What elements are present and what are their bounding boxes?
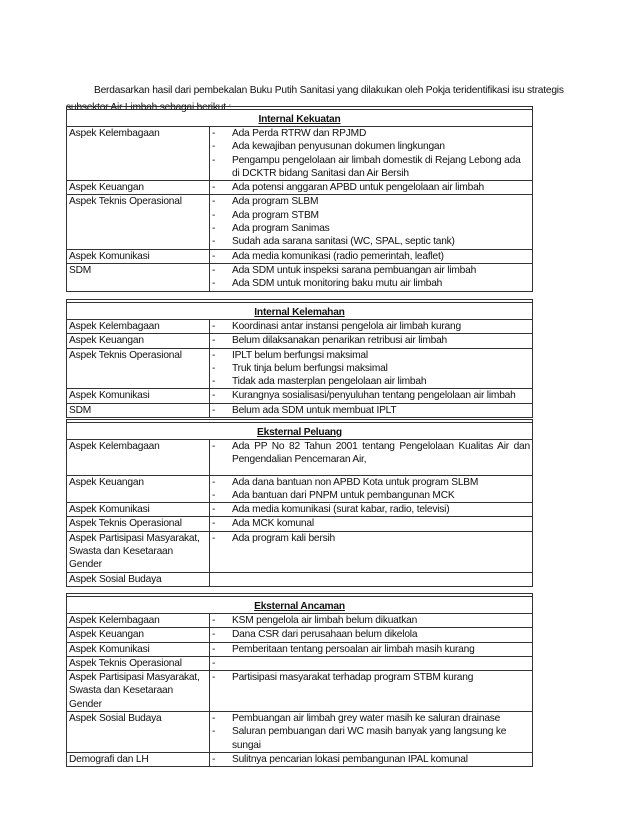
list-item — [212, 195, 530, 208]
intro-paragraph: Berdasarkan hasil dari pembekalan Buku Putih Sanitasi yang dilakukan oleh Pokja teridentifikasi isu strategis subsektor Air Limbah sebagai berikut : — [66, 85, 564, 114]
list-item-text: Ada program STBM — [232, 209, 319, 221]
dash-bullet: - — [212, 643, 216, 655]
list-item-text: KSM pengelola air limbah belum dikuatkan — [232, 615, 418, 626]
table-row — [67, 195, 533, 249]
table-row — [67, 671, 533, 712]
list-item-text: Pengampu pengelolaan air limbah domestik di Rejang Lebong ada di DCKTR bidang Sanitasi dan Air Bersih — [232, 154, 521, 179]
table-row — [67, 334, 533, 348]
table-row — [67, 181, 533, 195]
table-row — [67, 440, 533, 476]
items-cell — [210, 712, 533, 753]
dash-bullet: - — [212, 504, 216, 516]
aspect-cell: Aspek Keuangan — [67, 475, 210, 503]
table-row — [67, 127, 533, 181]
table-internal-kelemahan — [66, 299, 533, 418]
dash-bullet: - — [212, 264, 216, 276]
list-item — [212, 503, 530, 516]
dash-bullet: - — [212, 376, 216, 388]
list-item-text: Ada program kali bersih — [232, 532, 335, 544]
aspect-cell: Aspek Kelembagaan — [67, 614, 210, 628]
table-row — [67, 572, 533, 586]
list-item — [212, 671, 530, 684]
list-item — [212, 712, 530, 725]
table-row — [67, 389, 533, 403]
list-item-text: Ada dana bantuan non APBD Kota untuk program SLBM — [232, 476, 479, 488]
list-item-text — [232, 657, 530, 670]
list-item-text: Koordinasi antar instansi pengelola air limbah kurang — [232, 321, 461, 332]
dash-bullet: - — [212, 278, 216, 290]
list-item-text: Partisipasi masyarakat terhadap program STBM kurang — [232, 672, 474, 684]
dash-bullet: - — [212, 629, 216, 641]
table-internal-kekuatan — [66, 106, 533, 292]
list-item-text: Pemberitaan tentang persoalan air limbah masih kurang — [232, 643, 475, 655]
aspect-cell: Aspek Kelembagaan — [67, 127, 210, 181]
dash-bullet: - — [212, 349, 216, 361]
items-cell — [210, 628, 533, 642]
list-item — [212, 362, 530, 375]
items-cell — [210, 531, 533, 572]
list-item-text: Ada kewajiban penyusunan dokumen lingkungan — [232, 141, 445, 153]
items-cell — [210, 127, 533, 181]
list-item — [212, 209, 530, 222]
list-item-text: Saluran pembuangan dari WC masih banyak yang langsung ke sungai — [232, 726, 507, 751]
list-item-text: Sulitnya pencarian lokasi pembangunan IPAL komunal — [232, 753, 468, 765]
list-item — [212, 440, 530, 467]
aspect-cell: SDM — [67, 403, 210, 417]
list-item — [212, 127, 530, 140]
table-row — [67, 517, 533, 531]
items-cell — [210, 440, 533, 476]
list-item — [212, 753, 530, 766]
table-row — [67, 263, 533, 291]
list-item-text: Ada program Sanimas — [232, 223, 330, 235]
list-item — [212, 235, 530, 248]
aspect-cell: Aspek Komunikasi — [67, 642, 210, 656]
list-item — [212, 404, 530, 417]
list-item — [212, 154, 530, 181]
list-item — [212, 643, 530, 656]
dash-bullet: - — [212, 489, 216, 501]
dash-bullet: - — [212, 713, 216, 725]
table-header-row — [67, 597, 533, 614]
items-cell — [210, 403, 533, 417]
aspect-cell: Aspek Keuangan — [67, 334, 210, 348]
items-cell — [210, 614, 533, 628]
list-item-text: Truk tinja belum berfungsi maksimal — [232, 362, 388, 374]
table-header-row — [67, 303, 533, 320]
table-row — [67, 348, 533, 389]
dash-bullet: - — [212, 209, 216, 221]
dash-bullet: - — [212, 141, 216, 153]
aspect-cell: Aspek Keuangan — [67, 628, 210, 642]
aspect-cell: SDM — [67, 263, 210, 291]
list-item-text: Belum ada SDM untuk membuat IPLT — [232, 404, 397, 416]
list-item-text: Ada SDM untuk inspeksi sarana pembuangan air limbah — [232, 264, 477, 276]
dash-bullet: - — [212, 672, 216, 684]
dash-bullet: - — [212, 236, 216, 248]
table-row — [67, 249, 533, 263]
table-row — [67, 628, 533, 642]
aspect-cell: Aspek Komunikasi — [67, 503, 210, 517]
table-title: Internal Kekuatan — [67, 110, 533, 127]
aspect-cell: Aspek Kelembagaan — [67, 440, 210, 476]
table-row — [67, 503, 533, 517]
dash-bullet: - — [212, 250, 216, 262]
aspect-cell: Aspek Komunikasi — [67, 389, 210, 403]
list-item — [212, 140, 530, 153]
items-cell — [210, 572, 533, 586]
list-item — [212, 334, 530, 347]
items-cell — [210, 503, 533, 517]
list-item-text: Dana CSR dari perusahaan belum dikelola — [232, 629, 418, 641]
table-row — [67, 531, 533, 572]
dash-bullet: - — [212, 441, 216, 452]
list-item — [212, 489, 530, 502]
aspect-cell: Aspek Partisipasi Masyarakat, Swasta dan Kesetaraan Gender — [67, 531, 210, 572]
dash-bullet: - — [212, 362, 216, 374]
dash-bullet: - — [212, 182, 216, 194]
items-cell — [210, 752, 533, 766]
aspect-cell: Aspek Teknis Operasional — [67, 656, 210, 670]
list-item — [212, 532, 530, 545]
dash-bullet: - — [212, 615, 216, 626]
list-item-text: Tidak ada masterplan pengelolaan air limbah — [232, 376, 427, 388]
aspect-cell: Aspek Partisipasi Masyarakat, Swasta dan Kesetaraan Gender — [67, 671, 210, 712]
list-item — [212, 375, 530, 388]
dash-bullet: - — [212, 128, 216, 139]
items-cell — [210, 195, 533, 249]
items-cell — [210, 348, 533, 389]
items-cell — [210, 475, 533, 503]
table-header-row — [67, 110, 533, 127]
list-item — [212, 181, 530, 194]
list-item — [212, 389, 530, 402]
aspect-cell: Demografi dan LH — [67, 752, 210, 766]
list-item-text: Sudah ada sarana sanitasi (WC, SPAL, septic tank) — [232, 236, 455, 248]
dash-bullet: - — [212, 335, 216, 347]
table-row — [67, 614, 533, 628]
dash-bullet: - — [212, 390, 216, 402]
list-item — [212, 657, 530, 670]
items-cell — [210, 656, 533, 670]
list-item-text: Ada MCK komunal — [232, 518, 314, 530]
list-item — [212, 320, 530, 333]
dash-bullet: - — [212, 223, 216, 235]
items-cell — [210, 389, 533, 403]
list-item-text: Ada PP No 82 Tahun 2001 tentang Pengelolaan Kualitas Air dan Pengendalian Pencemaran Air, — [232, 441, 530, 466]
table-row — [67, 656, 533, 670]
table-row — [67, 752, 533, 766]
aspect-cell: Aspek Teknis Operasional — [67, 348, 210, 389]
items-cell — [210, 517, 533, 531]
aspect-cell: Aspek Komunikasi — [67, 249, 210, 263]
dash-bullet: - — [212, 404, 216, 416]
list-item-text: Pembuangan air limbah grey water masih ke saluran drainase — [232, 713, 501, 725]
dash-bullet: - — [212, 196, 216, 208]
aspect-cell: Aspek Sosial Budaya — [67, 712, 210, 753]
dash-bullet: - — [212, 476, 216, 488]
table-eksternal-peluang — [66, 419, 533, 587]
list-item-text: Ada Perda RTRW dan RPJMD — [232, 128, 367, 139]
table-title: Eksternal Ancaman — [67, 597, 533, 614]
list-item — [212, 222, 530, 235]
items-cell — [210, 249, 533, 263]
list-item-text: Ada media komunikasi (radio pemerintah, leaflet) — [232, 250, 444, 262]
dash-bullet: - — [212, 726, 216, 738]
list-item-text: Kurangnya sosialisasi/penyuluhan tentang pengelolaan air limbah — [232, 390, 516, 402]
dash-bullet: - — [212, 518, 216, 530]
table-header-row — [67, 423, 533, 440]
items-cell — [210, 334, 533, 348]
dash-bullet: - — [212, 753, 216, 765]
list-item — [212, 725, 530, 752]
items-cell — [210, 642, 533, 656]
table-row — [67, 403, 533, 417]
aspect-cell: Aspek Sosial Budaya — [67, 572, 210, 586]
list-item — [212, 517, 530, 530]
list-item-text: Ada potensi anggaran APBD untuk pengelolaan air limbah — [232, 182, 484, 194]
aspect-cell: Aspek Teknis Operasional — [67, 195, 210, 249]
list-item — [212, 250, 530, 263]
list-item-text: Ada SDM untuk monitoring baku mutu air limbah — [232, 278, 443, 290]
aspect-cell: Aspek Kelembagaan — [67, 320, 210, 334]
list-item-text: Ada media komunikasi (surat kabar, radio, televisi) — [232, 504, 450, 516]
table-row — [67, 712, 533, 753]
table-eksternal-ancaman — [66, 593, 533, 767]
list-item — [212, 628, 530, 641]
list-item — [212, 277, 530, 290]
dash-bullet: - — [212, 321, 216, 332]
items-cell — [210, 320, 533, 334]
list-item — [212, 264, 530, 277]
list-item-text: Belum dilaksanakan penarikan retribusi air limbah — [232, 335, 448, 347]
list-item — [212, 614, 530, 627]
list-item-text: IPLT belum berfungsi maksimal — [232, 349, 368, 361]
aspect-cell: Aspek Keuangan — [67, 181, 210, 195]
aspect-cell: Aspek Teknis Operasional — [67, 517, 210, 531]
items-cell — [210, 181, 533, 195]
dash-bullet: - — [212, 657, 216, 669]
list-item-text: Ada bantuan dari PNPM untuk pembangunan MCK — [232, 489, 455, 501]
list-item — [212, 349, 530, 362]
table-row — [67, 475, 533, 503]
table-title: Internal Kelemahan — [67, 303, 533, 320]
table-row — [67, 642, 533, 656]
items-cell — [210, 263, 533, 291]
items-cell — [210, 671, 533, 712]
table-title: Eksternal Peluang — [67, 423, 533, 440]
list-item-text: Ada program SLBM — [232, 196, 319, 208]
list-item — [212, 476, 530, 489]
dash-bullet: - — [212, 532, 216, 544]
dash-bullet: - — [212, 154, 216, 166]
table-row — [67, 320, 533, 334]
